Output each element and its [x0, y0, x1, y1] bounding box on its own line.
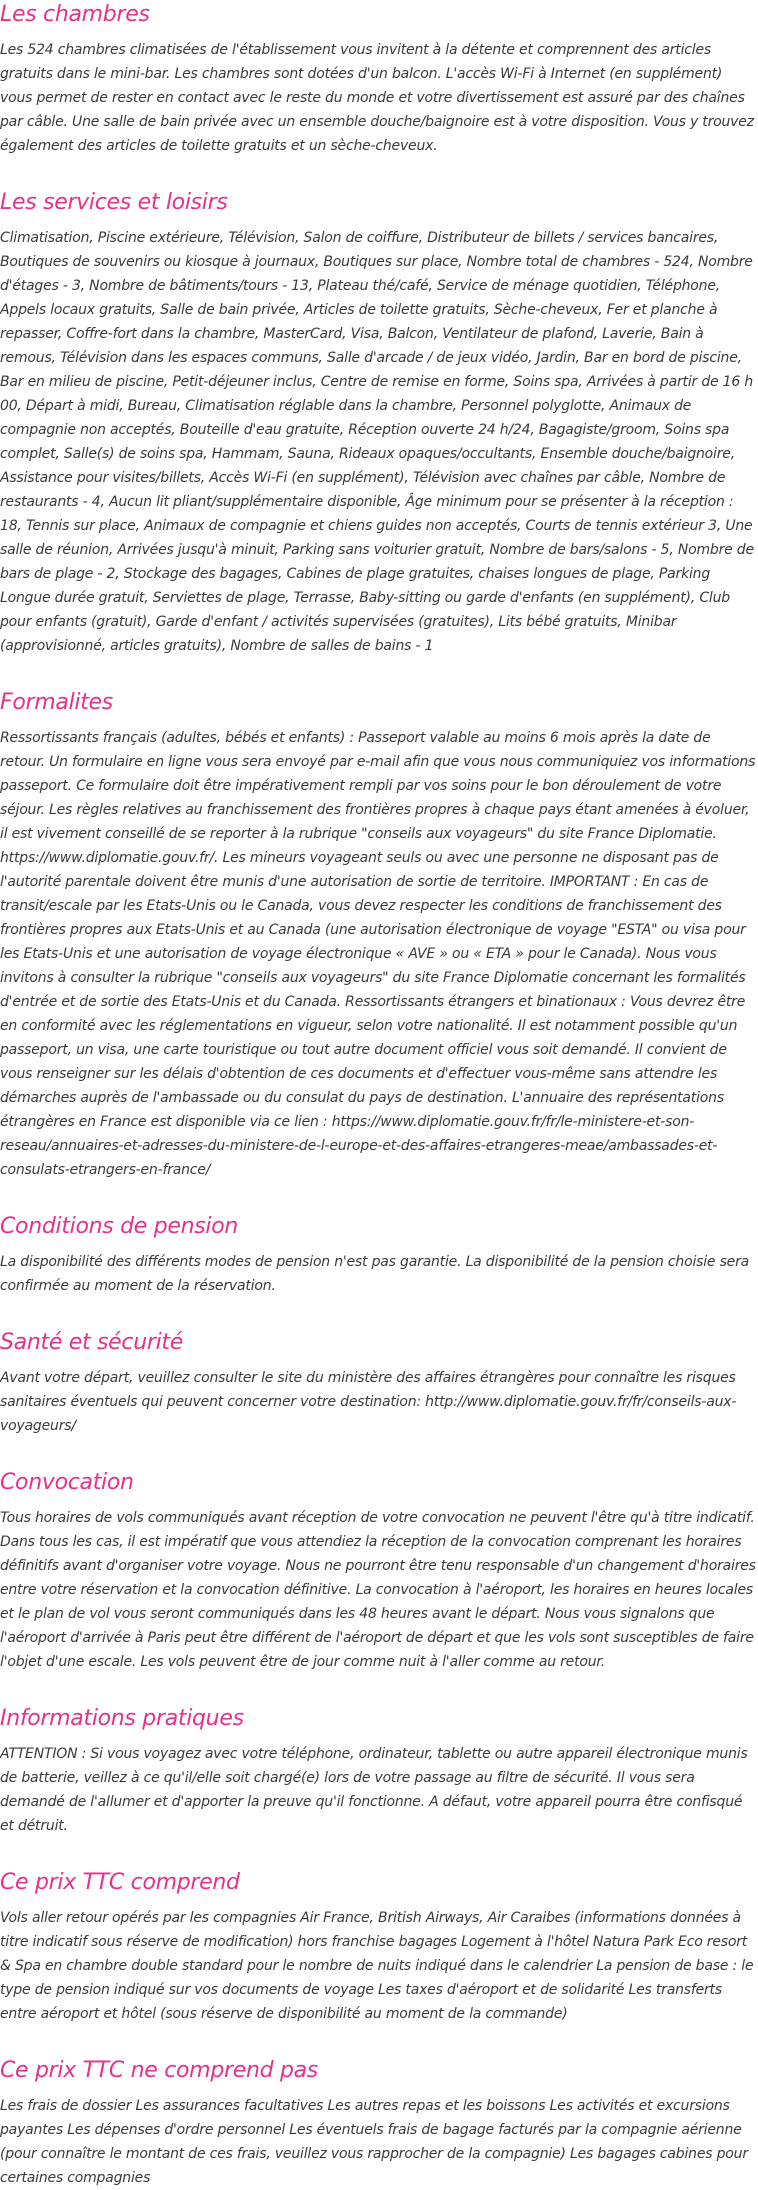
- section-chambres: [0, 0, 758, 158]
- section-body: Les frais de dossier Les assurances facultatives Les autres repas et les boissons Les activités et excursions payantes Les dépenses d'ordre personnel Les éventuels frais de bagage facturés par la compagnie aérienne (pour connaître le montant de ces frais, veuillez vous rapprocher de la compagnie) Les bagages cabines pour certaines compagnies: [0, 2098, 748, 2186]
- section-title: Santé et sécurité: [0, 1330, 183, 1355]
- section-prix-ne-comprend-pas: [0, 2056, 758, 2190]
- section-sante-securite: [0, 1328, 758, 1438]
- section-convocation: [0, 1468, 758, 1674]
- section-title: Informations pratiques: [0, 1706, 244, 1731]
- section-title: Les chambres: [0, 2, 150, 27]
- section-title: Ce prix TTC ne comprend pas: [0, 2058, 318, 2083]
- section-title: Convocation: [0, 1470, 134, 1495]
- section-conditions-pension: [0, 1212, 758, 1298]
- section-body: Climatisation, Piscine extérieure, Télévision, Salon de coiffure, Distributeur de billets / services bancaires, Boutiques de souvenirs ou kiosque à journaux, Boutiques sur place, Nombre total de chambres - 524, Nombre d'étages - 3, Nombre de bâtiments/tours - 13, Plateau thé/café, Service de ménage quotidien, Téléphone, Appels locaux gratuits, Salle de bain privée, Articles de toilette gratuits, Sèche-cheveux, Fer et planche à repasser, Coffre-fort dans la chambre, MasterCard, Visa, Balcon, Ventilateur de plafond, Laverie, Bain à remous, Télévision dans les espaces communs, Salle d'arcade / de jeux vidéo, Jardin, Bar en bord de piscine, Bar en milieu de piscine, Petit-déjeuner inclus, Centre de remise en forme, Soins spa, Arrivées à partir de 16 h 00, Départ à midi, Bureau, Climatisation réglable dans la chambre, Personnel polyglotte, Animaux de compagnie non acceptés, Bouteille d'eau gratuite, Réception ouverte 24 h/24, Bagagiste/groom, Soins spa complet, Salle(s) de soins spa, Hammam, Sauna, Rideaux opaques/occultants, Ensemble douche/baignoire, Assistance pour visites/billets, Accès Wi-Fi (en supplément), Télévision avec chaînes par câble, Nombre de restaurants - 4, Aucun lit pliant/supplémentaire disponible, Âge minimum pour se présenter à la réception : 18, Tennis sur place, Animaux de compagnie et chiens guides non acceptés, Courts de tennis extérieur 3, Une salle de réunion, Arrivées jusqu'à minuit, Parking sans voiturier gratuit, Nombre de bars/salons - 5, Nombre de bars de plage - 2, Stockage des bagages, Cabines de plage gratuites, chaises longues de plage, Parking Longue durée gratuit, Serviettes de plage, Terrasse, Baby-sitting ou garde d'enfants (en supplément), Club pour enfants (gratuit), Garde d'enfant / activités supervisées (gratuites), Lits bébé gratuits, Minibar (approvisionné, articles gratuits), Nombre de salles de bains - 1: [0, 230, 754, 654]
- section-body: Vols aller retour opérés par les compagnies Air France, British Airways, Air Caraibes (informations données à titre indicatif sous réserve de modification) hors franchise bagages Logement à l'hôtel Natura Park Eco resort & Spa en chambre double standard pour le nombre de nuits indiqué dans le calendrier La pension de base : le type de pension indiqué sur vos documents de voyage Les taxes d'aéroport et de solidarité Les transferts entre aéroport et hôtel (sous réserve de disponibilité au moment de la commande): [0, 1910, 754, 2022]
- section-title: Ce prix TTC comprend: [0, 1870, 240, 1895]
- section-body: ATTENTION : Si vous voyagez avec votre téléphone, ordinateur, tablette ou autre appareil électronique munis de batterie, veillez à ce qu'il/elle soit chargé(e) lors de votre passage au filtre de sécurité. Il vous sera demandé de l'allumer et d'apporter la preuve qu'il fonctionne. A défaut, votre appareil pourra être confisqué et détruit.: [0, 1746, 748, 1834]
- section-formalites: [0, 688, 758, 1182]
- section-title: Formalites: [0, 690, 113, 715]
- section-body: La disponibilité des différents modes de pension n'est pas garantie. La disponibilité de la pension choisie sera confirmée au moment de la réservation.: [0, 1254, 750, 1294]
- section-services-loisirs: [0, 188, 758, 658]
- section-title: Les services et loisirs: [0, 190, 228, 215]
- section-body: Les 524 chambres climatisées de l'établissement vous invitent à la détente et comprennent des articles gratuits dans le mini-bar. Les chambres sont dotées d'un balcon. L'accès Wi-Fi à Internet (en supplément) vous permet de rester en contact avec le reste du monde et votre divertissement est assuré par des chaînes par câble. Une salle de bain privée avec un ensemble douche/baignoire est à votre disposition. Vous y trouvez également des articles de toilette gratuits et un sèche-cheveux.: [0, 42, 754, 154]
- section-title: Conditions de pension: [0, 1214, 239, 1239]
- section-body: Tous horaires de vols communiqués avant réception de votre convocation ne peuvent l'être qu'à titre indicatif. Dans tous les cas, il est impératif que vous attendiez la réception de la convocation comprenant les horaires définitifs avant d'organiser votre voyage. Nous ne pourront être tenu responsable d'un changement d'horaires entre votre réservation et la convocation définitive. La convocation à l'aéroport, les horaires en heures locales et le plan de vol vous seront communiqués dans les 48 heures avant le départ. Nous vous signalons que l'aéroport d'arrivée à Paris peut être différent de l'aéroport de départ et que les vols sont susceptibles de faire l'objet d'une escale. Les vols peuvent être de jour comme nuit à l'aller comme au retour.: [0, 1510, 756, 1670]
- section-body: Avant votre départ, veuillez consulter le site du ministère des affaires étrangères pour connaître les risques sanitaires éventuels qui peuvent concerner votre destination: http://www.diplomatie.gouv.fr/fr/conseils-aux-voyageurs/: [0, 1370, 737, 1434]
- section-informations-pratiques: [0, 1704, 758, 1838]
- section-body: Ressortissants français (adultes, bébés et enfants) : Passeport valable au moins 6 mois après la date de retour. Un formulaire en ligne vous sera envoyé par e-mail afin que vous nous communiquiez vos informations passeport. Ce formulaire doit être impérativement rempli par vos soins pour le bon déroulement de votre séjour. Les règles relatives au franchissement des frontières propres à chaque pays étant amenées à évoluer, il est vivement conseillé de se reporter à la rubrique "conseils aux voyageurs" du site France Diplomatie. https://www.diplomatie.gouv.fr/. Les mineurs voyageant seuls ou avec une personne ne disposant pas de l'autorité parentale doivent être munis d'une autorisation de sortie de territoire. IMPORTANT : En cas de transit/escale par les Etats-Unis ou le Canada, vous devez respecter les conditions de franchissement des frontières propres aux Etats-Unis et au Canada (une autorisation électronique de voyage "ESTA" ou visa pour les Etats-Unis et une autorisation de voyage électronique « AVE » ou « ETA » pour le Canada). Nous vous invitons à consulter la rubrique "conseils aux voyageurs" du site France Diplomatie concernant les formalités d'entrée et de sortie des Etats-Unis et du Canada. Ressortissants étrangers et binationaux : Vous devrez être en conformité avec les réglementations en vigueur, selon votre nationalité. Il est notamment possible qu'un passeport, un visa, une carte touristique ou tout autre document officiel vous soit demandé. Il convient de vous renseigner sur les délais d'obtention de ces documents et d'effectuer vous-même sans attendre les démarches auprès de l'ambassade ou du consulat du pays de destination. L'annuaire des représentations étrangères en France est disponible via ce lien : https://www.diplomatie.gouv.fr/fr/le-ministere-et-son-reseau/annuaires-et-adresses-du-ministere-de-l-europe-et-des-affaires-etrangeres-meae/ambassades-et-consulats-etrangers-en-france/: [0, 730, 756, 1178]
- section-prix-comprend: [0, 1868, 758, 2026]
